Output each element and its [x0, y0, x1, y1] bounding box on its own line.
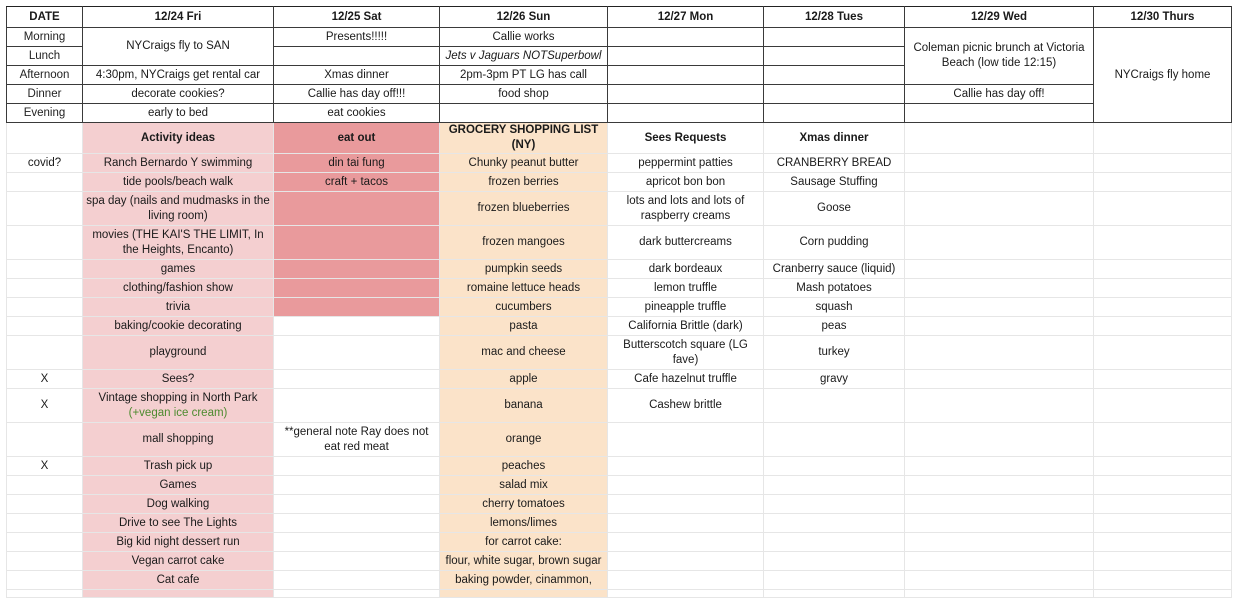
cell-empty[interactable]	[905, 533, 1094, 552]
grocery-item[interactable]: lemons/limes	[440, 514, 608, 533]
cell-empty[interactable]	[274, 533, 440, 552]
cell-time-lunch[interactable]: Lunch	[7, 47, 83, 66]
cell-empty[interactable]	[905, 571, 1094, 590]
header-activity-ideas[interactable]: Activity ideas	[83, 123, 274, 154]
cell-day-fri[interactable]: 12/24 Fri	[83, 7, 274, 28]
cell-empty[interactable]	[905, 336, 1094, 370]
grocery-item[interactable]: mac and cheese	[440, 336, 608, 370]
cell-empty[interactable]	[764, 533, 905, 552]
cell-empty[interactable]	[7, 495, 83, 514]
cell-empty[interactable]	[905, 317, 1094, 336]
cell-date-header[interactable]: DATE	[7, 7, 83, 28]
xmas-item[interactable]: Goose	[764, 192, 905, 226]
grocery-item[interactable]: frozen blueberries	[440, 192, 608, 226]
activity-note: (+vegan ice cream)	[128, 406, 228, 419]
cell-mon-afternoon[interactable]	[608, 66, 764, 85]
sees-item[interactable]: pineapple truffle	[608, 298, 764, 317]
grocery-item[interactable]: pumpkin seeds	[440, 260, 608, 279]
activity-text: Vintage shopping in North Park	[98, 391, 258, 404]
activity-item[interactable]: baking/cookie decorating	[83, 317, 274, 336]
activity-item[interactable]: Big kid night dessert run	[83, 533, 274, 552]
cell-empty[interactable]	[7, 571, 83, 590]
cell-empty[interactable]	[905, 192, 1094, 226]
cell-empty[interactable]	[764, 552, 905, 571]
cell-empty[interactable]	[274, 260, 440, 279]
cell-x-mark[interactable]: X	[7, 457, 83, 476]
grocery-item[interactable]: baking powder, cinammon,	[440, 571, 608, 590]
cell-fri-dinner[interactable]: decorate cookies?	[83, 85, 274, 104]
cell-empty[interactable]	[1094, 123, 1232, 154]
cell-empty[interactable]	[608, 423, 764, 457]
cell-empty[interactable]	[274, 495, 440, 514]
cell-empty[interactable]	[905, 476, 1094, 495]
xmas-item[interactable]: Mash potatoes	[764, 279, 905, 298]
cell-sat-dinner[interactable]: Callie has day off!!!	[274, 85, 440, 104]
cell-day-thu[interactable]: 12/30 Thurs	[1094, 7, 1232, 28]
cell-empty[interactable]	[764, 495, 905, 514]
xmas-item[interactable]: Sausage Stuffing	[764, 173, 905, 192]
cell-empty[interactable]	[905, 457, 1094, 476]
cell-mon-morning[interactable]	[608, 28, 764, 47]
xmas-item[interactable]: gravy	[764, 370, 905, 389]
sees-item[interactable]: apricot bon bon	[608, 173, 764, 192]
sees-item[interactable]: lemon truffle	[608, 279, 764, 298]
activity-item[interactable]: spa day (nails and mudmasks in the living room)	[83, 192, 274, 226]
cell-fri-evening[interactable]: early to bed	[83, 104, 274, 123]
activity-item[interactable]: Games	[83, 476, 274, 495]
grocery-item[interactable]: cucumbers	[440, 298, 608, 317]
cell-mon-dinner[interactable]	[608, 85, 764, 104]
activity-item[interactable]: clothing/fashion show	[83, 279, 274, 298]
cell-day-sun[interactable]: 12/26 Sun	[440, 7, 608, 28]
cell-empty[interactable]	[905, 123, 1094, 154]
cell-empty[interactable]	[1094, 552, 1232, 571]
cell-empty[interactable]	[7, 336, 83, 370]
cell-sat-evening[interactable]: eat cookies	[274, 104, 440, 123]
eatout-item[interactable]: craft + tacos	[274, 173, 440, 192]
header-sees[interactable]: Sees Requests	[608, 123, 764, 154]
cell-general-note[interactable]: **general note Ray does not eat red meat	[274, 423, 440, 457]
cell-empty[interactable]	[7, 260, 83, 279]
activity-item[interactable]: Drive to see The Lights	[83, 514, 274, 533]
header-xmas[interactable]: Xmas dinner	[764, 123, 905, 154]
cell-empty[interactable]	[608, 457, 764, 476]
spreadsheet-grid	[6, 6, 1232, 598]
cell-empty[interactable]	[1094, 389, 1232, 423]
cell-empty[interactable]	[7, 192, 83, 226]
cell-day-sat[interactable]: 12/25 Sat	[274, 7, 440, 28]
cell-empty[interactable]	[1094, 533, 1232, 552]
cell-time-dinner[interactable]: Dinner	[7, 85, 83, 104]
grocery-item[interactable]: Chunky peanut butter	[440, 154, 608, 173]
cell-empty[interactable]	[1094, 226, 1232, 260]
cell-empty[interactable]	[1094, 476, 1232, 495]
cell-empty[interactable]	[905, 552, 1094, 571]
cell-empty[interactable]	[440, 590, 608, 598]
cell-thu-all[interactable]: NYCraigs fly home	[1094, 28, 1232, 123]
cell-empty[interactable]	[1094, 457, 1232, 476]
cell-empty[interactable]	[83, 590, 274, 598]
cell-empty[interactable]	[274, 590, 440, 598]
cell-x-mark[interactable]: X	[7, 370, 83, 389]
cell-empty[interactable]	[905, 279, 1094, 298]
sees-item[interactable]: California Brittle (dark)	[608, 317, 764, 336]
cell-empty[interactable]	[1094, 423, 1232, 457]
cell-empty[interactable]	[274, 571, 440, 590]
cell-empty[interactable]	[1094, 154, 1232, 173]
cell-empty[interactable]	[1094, 317, 1232, 336]
cell-sat-lunch[interactable]	[274, 47, 440, 66]
header-row	[7, 7, 1232, 28]
cell-empty[interactable]	[1094, 336, 1232, 370]
activity-item[interactable]: playground	[83, 336, 274, 370]
cell-empty[interactable]	[905, 514, 1094, 533]
cell-tue-afternoon[interactable]	[764, 66, 905, 85]
cell-empty[interactable]	[1094, 590, 1232, 598]
cell-day-tue[interactable]: 12/28 Tues	[764, 7, 905, 28]
cell-empty[interactable]	[274, 279, 440, 298]
cell-wed-brunch[interactable]: Coleman picnic brunch at Victoria Beach (low tide 12:15)	[905, 28, 1094, 85]
cell-empty[interactable]	[608, 476, 764, 495]
cell-time-evening[interactable]: Evening	[7, 104, 83, 123]
sees-item[interactable]: Cafe hazelnut truffle	[608, 370, 764, 389]
grocery-item[interactable]: for carrot cake:	[440, 533, 608, 552]
header-grocery[interactable]: GROCERY SHOPPING LIST (NY)	[440, 123, 608, 154]
cell-sun-evening[interactable]	[440, 104, 608, 123]
grocery-item[interactable]: apple	[440, 370, 608, 389]
activity-item[interactable]: trivia	[83, 298, 274, 317]
grocery-item[interactable]: frozen mangoes	[440, 226, 608, 260]
cell-empty[interactable]	[7, 533, 83, 552]
grocery-item[interactable]: salad mix	[440, 476, 608, 495]
xmas-item[interactable]: peas	[764, 317, 905, 336]
cell-sun-morning[interactable]: Callie works	[440, 28, 608, 47]
cell-empty[interactable]	[905, 226, 1094, 260]
cell-empty[interactable]	[7, 423, 83, 457]
cell-empty[interactable]	[764, 457, 905, 476]
activity-item[interactable]: Trash pick up	[83, 457, 274, 476]
cell-sun-lunch[interactable]: Jets v Jaguars NOTSuperbowl	[440, 47, 608, 66]
activity-item[interactable]	[83, 389, 274, 423]
cell-empty[interactable]	[764, 590, 905, 598]
cell-tue-dinner[interactable]	[764, 85, 905, 104]
cell-empty[interactable]	[1094, 173, 1232, 192]
grocery-item[interactable]: frozen berries	[440, 173, 608, 192]
cell-empty[interactable]	[905, 495, 1094, 514]
activity-item[interactable]: Dog walking	[83, 495, 274, 514]
cell-empty[interactable]	[7, 226, 83, 260]
xmas-item[interactable]: turkey	[764, 336, 905, 370]
cell-fri-morning[interactable]: NYCraigs fly to SAN	[83, 28, 274, 66]
activity-item[interactable]: Sees?	[83, 370, 274, 389]
cell-empty[interactable]	[608, 533, 764, 552]
sees-item[interactable]: Butterscotch square (LG fave)	[608, 336, 764, 370]
cell-empty[interactable]	[1094, 260, 1232, 279]
grocery-item[interactable]: pasta	[440, 317, 608, 336]
cell-day-wed[interactable]: 12/29 Wed	[905, 7, 1094, 28]
cell-empty[interactable]	[274, 317, 440, 336]
cell-empty[interactable]	[905, 389, 1094, 423]
cell-empty[interactable]	[274, 552, 440, 571]
sees-item[interactable]: Cashew brittle	[608, 389, 764, 423]
cell-empty[interactable]	[764, 423, 905, 457]
activity-item[interactable]: mall shopping	[83, 423, 274, 457]
cell-tue-lunch[interactable]	[764, 47, 905, 66]
cell-empty[interactable]	[764, 476, 905, 495]
cell-sun-dinner[interactable]: food shop	[440, 85, 608, 104]
activity-item[interactable]: Vegan carrot cake	[83, 552, 274, 571]
cell-sun-afternoon[interactable]: 2pm-3pm PT LG has call	[440, 66, 608, 85]
cell-empty[interactable]	[905, 173, 1094, 192]
cell-empty[interactable]	[608, 590, 764, 598]
cell-empty[interactable]	[1094, 298, 1232, 317]
grocery-item[interactable]: cherry tomatoes	[440, 495, 608, 514]
cell-time-morning[interactable]: Morning	[7, 28, 83, 47]
cell-empty[interactable]	[7, 298, 83, 317]
cell-empty[interactable]	[274, 389, 440, 423]
cell-a-empty[interactable]	[7, 123, 83, 154]
sees-item[interactable]: dark buttercreams	[608, 226, 764, 260]
cell-empty[interactable]	[608, 552, 764, 571]
cell-empty[interactable]	[7, 514, 83, 533]
cell-empty[interactable]	[905, 298, 1094, 317]
cell-empty[interactable]	[274, 226, 440, 260]
cell-empty[interactable]	[7, 476, 83, 495]
cell-empty[interactable]	[608, 495, 764, 514]
cell-x-mark[interactable]: X	[7, 389, 83, 423]
cell-empty[interactable]	[764, 571, 905, 590]
cell-mon-lunch[interactable]	[608, 47, 764, 66]
cell-empty[interactable]	[7, 279, 83, 298]
cell-empty[interactable]	[905, 370, 1094, 389]
grocery-item[interactable]: banana	[440, 389, 608, 423]
sees-item[interactable]: peppermint patties	[608, 154, 764, 173]
cell-time-afternoon[interactable]: Afternoon	[7, 66, 83, 85]
header-eat-out[interactable]: eat out	[274, 123, 440, 154]
cell-empty[interactable]	[274, 192, 440, 226]
cell-empty[interactable]	[7, 317, 83, 336]
grocery-item[interactable]: romaine lettuce heads	[440, 279, 608, 298]
cell-empty[interactable]	[274, 298, 440, 317]
activity-item[interactable]: tide pools/beach walk	[83, 173, 274, 192]
grocery-item[interactable]: peaches	[440, 457, 608, 476]
cell-empty[interactable]	[608, 571, 764, 590]
grocery-item[interactable]: flour, white sugar, brown sugar	[440, 552, 608, 571]
xmas-item[interactable]: CRANBERRY BREAD	[764, 154, 905, 173]
cell-tue-morning[interactable]	[764, 28, 905, 47]
xmas-item[interactable]: squash	[764, 298, 905, 317]
cell-covid[interactable]: covid?	[7, 154, 83, 173]
cell-empty[interactable]	[905, 154, 1094, 173]
activity-item[interactable]: Ranch Bernardo Y swimming	[83, 154, 274, 173]
cell-empty[interactable]	[905, 590, 1094, 598]
cell-empty[interactable]	[1094, 495, 1232, 514]
cell-empty[interactable]	[274, 336, 440, 370]
cell-day-mon[interactable]: 12/27 Mon	[608, 7, 764, 28]
cell-empty[interactable]	[764, 389, 905, 423]
cell-empty[interactable]	[1094, 192, 1232, 226]
grocery-item[interactable]: orange	[440, 423, 608, 457]
cell-empty[interactable]	[274, 476, 440, 495]
cell-wed-dinner[interactable]: Callie has day off!	[905, 85, 1094, 104]
sees-item[interactable]: dark bordeaux	[608, 260, 764, 279]
cell-wed-evening[interactable]	[905, 104, 1094, 123]
cell-sat-afternoon[interactable]: Xmas dinner	[274, 66, 440, 85]
activity-item[interactable]: Cat cafe	[83, 571, 274, 590]
cell-tue-evening[interactable]	[764, 104, 905, 123]
eatout-item[interactable]: din tai fung	[274, 154, 440, 173]
cell-fri-afternoon[interactable]: 4:30pm, NYCraigs get rental car	[83, 66, 274, 85]
cell-empty[interactable]	[1094, 571, 1232, 590]
xmas-item[interactable]: Cranberry sauce (liquid)	[764, 260, 905, 279]
sees-item[interactable]: lots and lots and lots of raspberry creams	[608, 192, 764, 226]
xmas-item[interactable]: Corn pudding	[764, 226, 905, 260]
cell-empty[interactable]	[274, 514, 440, 533]
cell-empty[interactable]	[7, 552, 83, 571]
cell-empty[interactable]	[1094, 514, 1232, 533]
cell-empty[interactable]	[764, 514, 905, 533]
activity-item[interactable]: movies (THE KAI'S THE LIMIT, In the Heights, Encanto)	[83, 226, 274, 260]
cell-mon-evening[interactable]	[608, 104, 764, 123]
cell-empty[interactable]	[1094, 279, 1232, 298]
cell-empty[interactable]	[1094, 370, 1232, 389]
cell-empty[interactable]	[905, 423, 1094, 457]
cell-empty[interactable]	[274, 370, 440, 389]
cell-sat-morning[interactable]: Presents!!!!!	[274, 28, 440, 47]
cell-empty[interactable]	[905, 260, 1094, 279]
cell-empty[interactable]	[7, 173, 83, 192]
cell-empty[interactable]	[608, 514, 764, 533]
activity-item[interactable]: games	[83, 260, 274, 279]
cell-empty[interactable]	[274, 457, 440, 476]
cell-empty[interactable]	[7, 590, 83, 598]
